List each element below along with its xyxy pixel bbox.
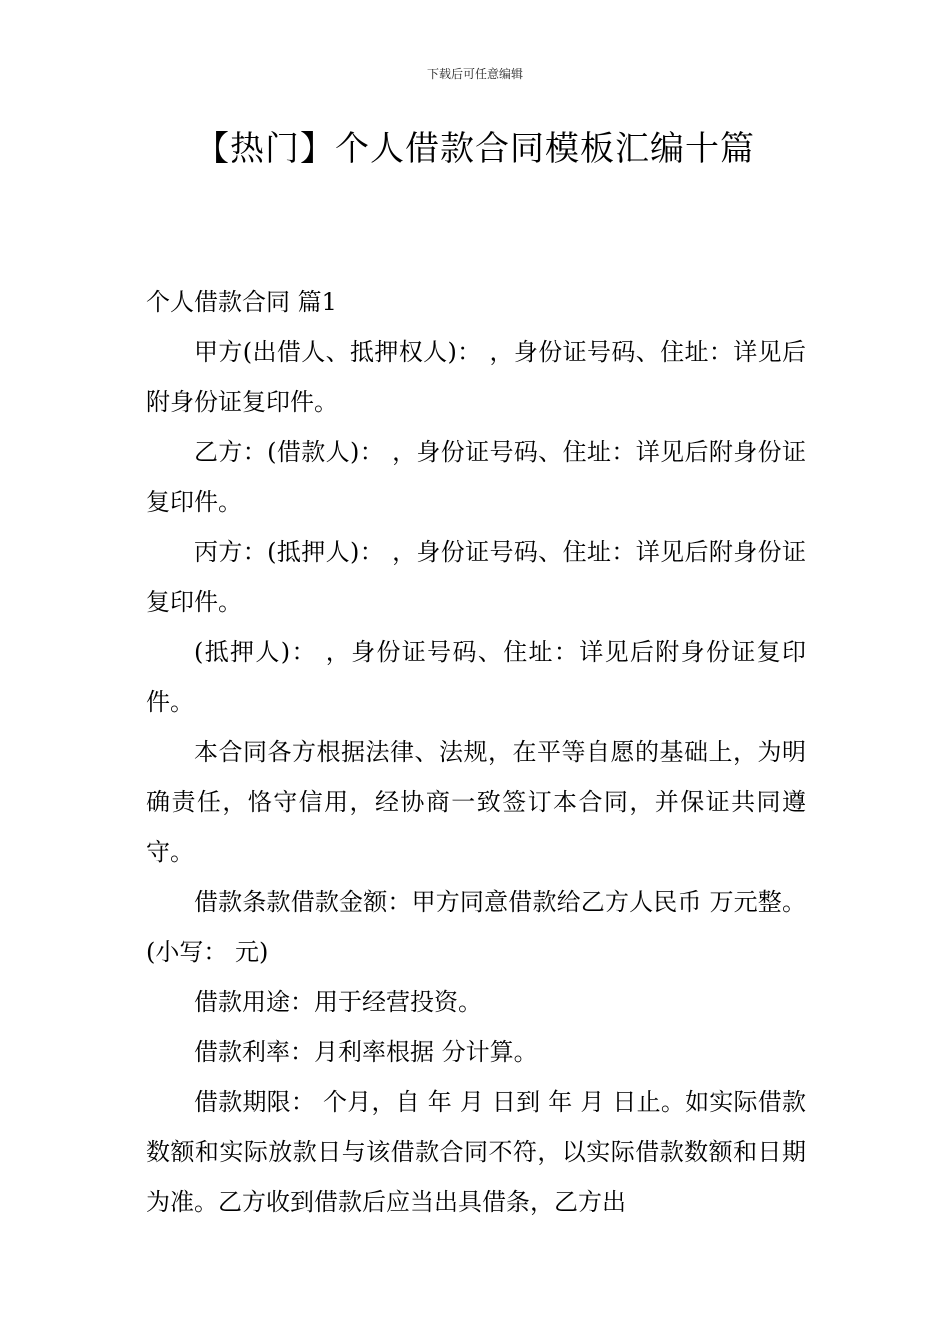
paragraph-preamble: 本合同各方根据法律、法规，在平等自愿的基础上，为明确责任，恪守信用，经协商一致签订本合同，并保证共同遵守。: [146, 738, 806, 866]
paragraph-loan-amount: 借款条款借款金额：甲方同意借款给乙方人民币 万元整。(小写： 元): [146, 888, 806, 966]
section-heading: 个人借款合同 篇1: [146, 288, 337, 316]
paragraph-party-c: 丙方：(抵押人)： ，身份证号码、住址：详见后附身份证复印件。: [146, 538, 806, 616]
document-title: 【热门】个人借款合同模板汇编十篇: [195, 129, 755, 169]
paragraph-loan-term: 借款期限： 个月，自 年 月 日到 年 月 日止。如实际借款数额和实际放款日与该借款合同不符，以实际借款数额和日期为准。乙方收到借款后应当出具借条，乙方出: [146, 1088, 806, 1216]
header-note: 下载后可任意编辑: [426, 67, 523, 81]
document-body: [146, 277, 806, 1227]
paragraph-mortgagor: (抵押人)： ，身份证号码、住址：详见后附身份证复印件。: [146, 638, 806, 716]
paragraph-party-b: 乙方：(借款人)： ，身份证号码、住址：详见后附身份证复印件。: [146, 438, 806, 516]
paragraph-loan-rate: 借款利率：月利率根据 分计算。: [194, 1038, 538, 1066]
paragraph-party-a: 甲方(出借人、抵押权人)： ，身份证号码、住址：详见后附身份证复印件。: [146, 338, 806, 416]
paragraph-loan-purpose: 借款用途：用于经营投资。: [194, 988, 482, 1016]
